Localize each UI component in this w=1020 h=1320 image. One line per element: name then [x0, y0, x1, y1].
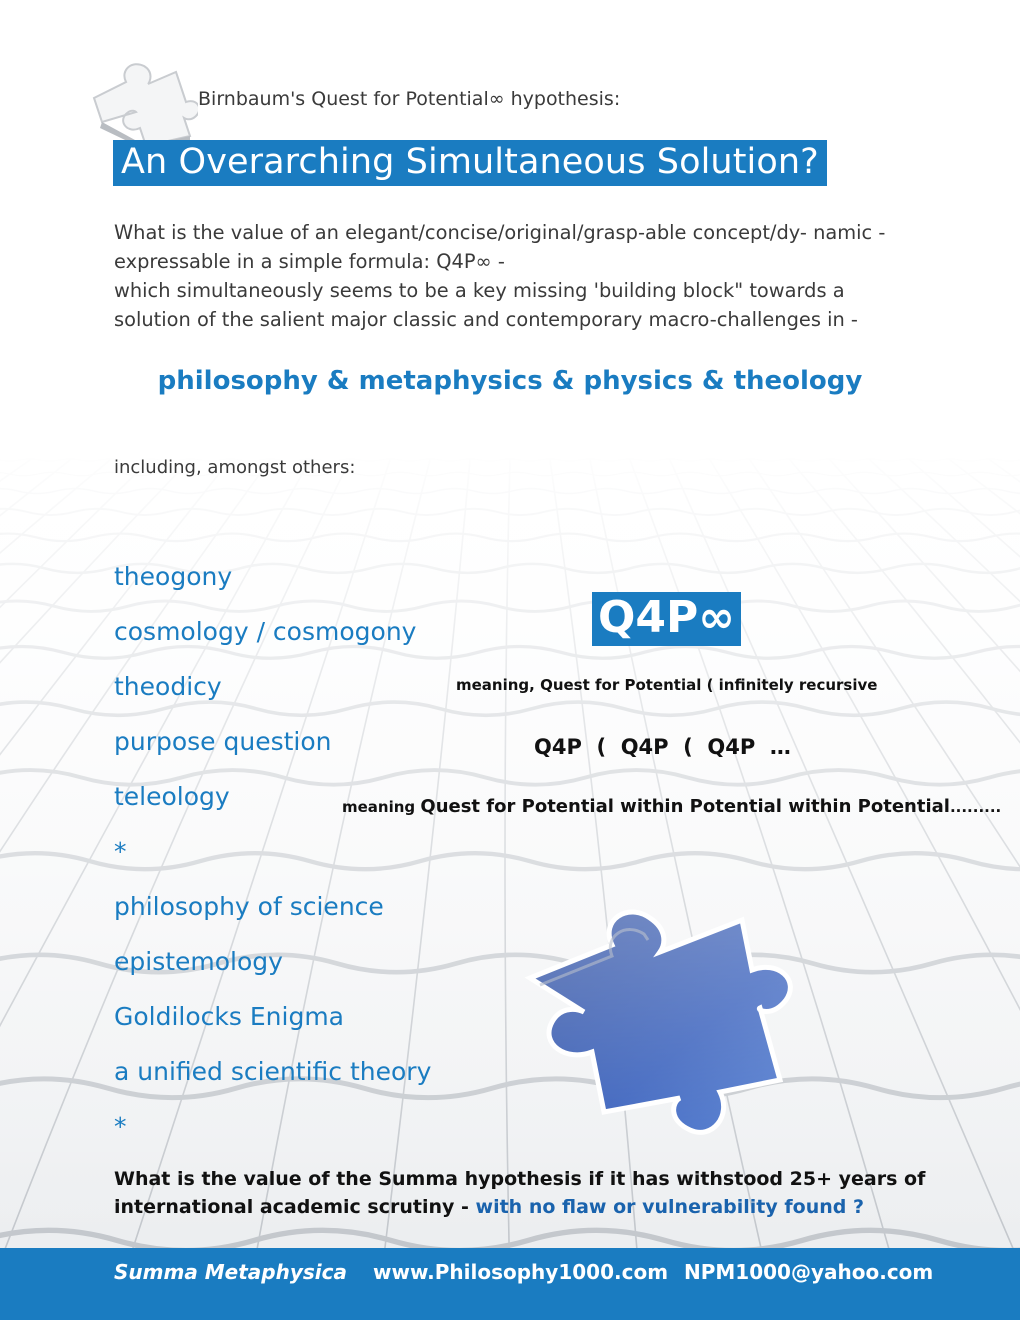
topic-list	[114, 556, 431, 1161]
formula-meaning-recursive: meaning, Quest for Potential ( infinitely recursive	[456, 676, 878, 694]
q4p-formula-badge: Q4P∞	[592, 592, 741, 646]
topic-item: teleology	[114, 782, 230, 811]
meaning-ellipsis: .........	[949, 798, 1002, 816]
footer-brand: Summa Metaphysica	[114, 1260, 348, 1284]
closing-highlight: with no flaw or vulnerability found ?	[475, 1196, 864, 1218]
hypothesis-subtitle: Birnbaum's Quest for Potential∞ hypothesis:	[198, 88, 621, 110]
intro-paragraph-2: which simultaneously seems to be a key missing 'building block" towards a solution of the salient major classic and contemporary macro-challenges in -	[114, 279, 858, 331]
topic-item: philosophy of science	[114, 892, 384, 921]
topic-separator: *	[114, 1112, 127, 1141]
topic-item: Goldilocks Enigma	[114, 1002, 344, 1031]
meaning-text: Quest for Potential within Potential within Potential	[420, 796, 950, 817]
closing-question	[114, 1165, 974, 1221]
topic-item: theodicy	[114, 672, 222, 701]
puzzle-piece-logo-icon	[86, 42, 198, 150]
topic-item: purpose question	[114, 727, 332, 756]
formula-meaning-nested	[342, 796, 1001, 817]
including-label: including, amongst others:	[114, 457, 356, 478]
page-title: An Overarching Simultaneous Solution?	[113, 140, 827, 186]
intro-paragraph-1: What is the value of an elegant/concise/original/grasp-able concept/dy- namic - expressable in a simple formula: Q4P∞ -	[114, 221, 886, 273]
intro-text	[114, 218, 914, 334]
topic-item: cosmology / cosmogony	[114, 617, 417, 646]
topic-item: theogony	[114, 562, 233, 591]
footer-website-link[interactable]: www.Philosophy1000.com	[373, 1260, 669, 1284]
topic-item: a unified scientific theory	[114, 1057, 432, 1086]
topic-item: epistemology	[114, 947, 283, 976]
formula-expression: Q4P ( Q4P ( Q4P …	[534, 735, 791, 759]
topic-separator: *	[114, 837, 127, 866]
fields-heading: philosophy & metaphysics & physics & theology	[157, 366, 863, 396]
footer-bar	[0, 1248, 1020, 1320]
closing-question-text: What is the value of the Summa hypothesis if it has withstood 25+ years of international academic scrutiny -	[114, 1168, 926, 1218]
footer-email-link[interactable]: NPM1000@yahoo.com	[684, 1260, 934, 1284]
meaning-prefix: meaning	[342, 798, 421, 816]
